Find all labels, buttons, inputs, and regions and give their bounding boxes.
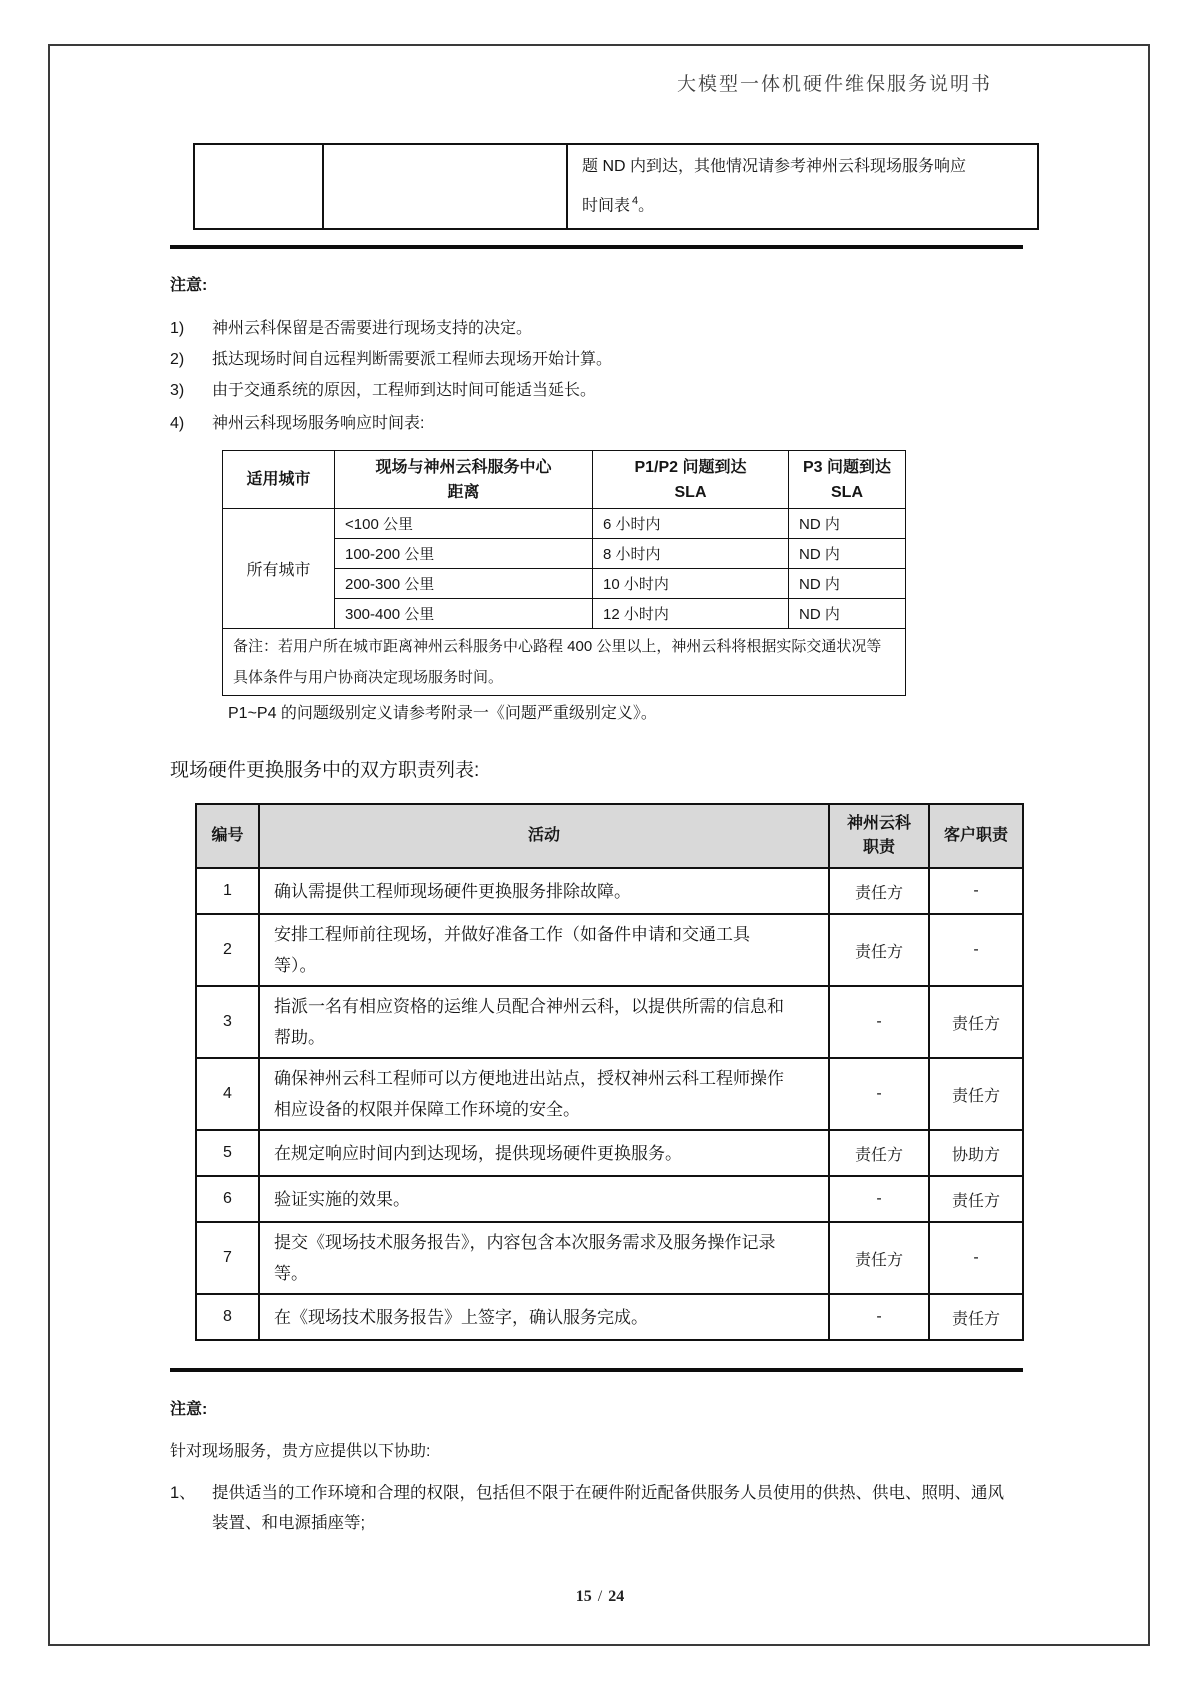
resp-header-no: 编号: [196, 804, 259, 868]
resp-dcits: -: [829, 1176, 929, 1222]
resp-no: 4: [196, 1058, 259, 1130]
resp-activity: 提交《现场技术服务报告》，内容包含本次服务需求及服务操作记录等。: [259, 1222, 829, 1294]
resp-dcits: 责任方: [829, 914, 929, 986]
resp-no: 8: [196, 1294, 259, 1340]
resp-header-dcits-line2: 职责: [862, 839, 895, 856]
resp-dcits: 责任方: [829, 1130, 929, 1176]
sla-city-group: 所有城市: [223, 509, 335, 629]
section-divider-rule: [170, 1368, 1023, 1372]
resp-dcits: 责任方: [829, 868, 929, 914]
sla-header-p3: P3 问题到达 SLA: [789, 451, 906, 509]
current-page-number: 15: [575, 1588, 592, 1605]
sla-header-p1p2-line2: SLA: [674, 483, 707, 501]
continuation-cell-text: [567, 144, 1038, 229]
resp-dcits: 责任方: [829, 1222, 929, 1294]
resp-no: 7: [196, 1222, 259, 1294]
sla-p3: ND 内: [789, 599, 906, 629]
continuation-cell-empty-2: [323, 144, 567, 229]
table-row: [196, 1176, 1023, 1222]
list-item-text: 神州云科保留是否需要进行现场支持的决定。: [212, 320, 533, 337]
table-row: [223, 629, 906, 696]
resp-activity: 在《现场技术服务报告》上签字，确认服务完成。: [259, 1294, 829, 1340]
responsibility-table: [195, 803, 1024, 1341]
resp-customer: 协助方: [929, 1130, 1023, 1176]
resp-activity: 指派一名有相应资格的运维人员配合神州云科，以提供所需的信息和帮助。: [259, 986, 829, 1058]
list-item: [170, 318, 930, 339]
resp-activity: 确认需提供工程师现场硬件更换服务排除故障。: [259, 868, 829, 914]
list-item-text: 由于交通系统的原因，工程师到达时间可能适当延长。: [212, 382, 597, 399]
sla-p3: ND 内: [789, 569, 906, 599]
table-row: [223, 509, 906, 539]
table-row: [194, 144, 1038, 229]
resp-customer: -: [929, 914, 1023, 986]
sla-header-distance-line1: 现场与神州云科服务中心: [375, 458, 552, 476]
responsibility-section-title: 现场硬件更换服务中的双方职责列表:: [170, 760, 480, 781]
table-row: [196, 1058, 1023, 1130]
sla-p3: ND 内: [789, 509, 906, 539]
continuation-cell-empty-1: [194, 144, 323, 229]
notes-top-list: [170, 318, 930, 444]
resp-activity: 在规定响应时间内到达现场，提供现场硬件更换服务。: [259, 1130, 829, 1176]
resp-customer: -: [929, 1222, 1023, 1294]
resp-dcits: -: [829, 1294, 929, 1340]
p1p4-definition-note: P1~P4 的问题级别定义请参考附录一《问题严重级别定义》。: [228, 705, 657, 722]
resp-no: 5: [196, 1130, 259, 1176]
list-item: [170, 380, 930, 401]
resp-activity: 确保神州云科工程师可以方便地进出站点，授权神州云科工程师操作相应设备的权限并保障工作环境的安全。: [259, 1058, 829, 1130]
resp-header-activity: 活动: [259, 804, 829, 868]
sla-header-city: 适用城市: [223, 451, 335, 509]
list-item-text: 提供适当的工作环境和合理的权限，包括但不限于在硬件附近配备供服务人员使用的供热、供电、照明、通风装置、和电源插座等;: [212, 1484, 1004, 1532]
sla-header-p1p2-line1: P1/P2 问题到达: [634, 458, 747, 476]
document-header-title: 大模型一体机硬件维保服务说明书: [676, 74, 992, 95]
notes-bottom-intro: 针对现场服务，贵方应提供以下协助:: [170, 1443, 431, 1460]
table-row: [196, 1222, 1023, 1294]
sla-p1p2: 12 小时内: [593, 599, 789, 629]
table-row: [196, 914, 1023, 986]
table-row: [196, 986, 1023, 1058]
sla-distance: 100-200 公里: [335, 539, 593, 569]
table-header-row: [196, 804, 1023, 868]
resp-dcits: -: [829, 1058, 929, 1130]
resp-no: 2: [196, 914, 259, 986]
continuation-text-line1: 题 ND 内到达，其他情况请参考神州云科现场服务响应: [582, 158, 967, 175]
resp-no: 6: [196, 1176, 259, 1222]
total-page-count: 24: [608, 1588, 625, 1605]
notes-bottom-label: 注意:: [170, 1401, 208, 1418]
resp-header-dcits-line1: 神州云科: [846, 815, 911, 832]
resp-no: 1: [196, 868, 259, 914]
sla-p1p2: 6 小时内: [593, 509, 789, 539]
resp-customer: -: [929, 868, 1023, 914]
continuation-text-line2: 时间表: [582, 197, 631, 215]
resp-customer: 责任方: [929, 986, 1023, 1058]
sla-header-distance: [335, 451, 593, 509]
sla-p1p2: 10 小时内: [593, 569, 789, 599]
resp-header-customer: 客户职责: [929, 804, 1023, 868]
resp-header-dcits: [829, 804, 929, 868]
sla-p1p2: 8 小时内: [593, 539, 789, 569]
list-item-number: 2): [170, 351, 185, 368]
list-item: [170, 349, 930, 370]
sla-p3: ND 内: [789, 539, 906, 569]
resp-activity: 安排工程师前往现场，并做好准备工作（如备件申请和交通工具等）。: [259, 914, 829, 986]
section-divider-rule: [170, 245, 1023, 249]
resp-customer: 责任方: [929, 1294, 1023, 1340]
list-item: [170, 1478, 1030, 1538]
list-item-number: 4): [170, 415, 185, 432]
notes-top-label: 注意:: [170, 277, 208, 294]
resp-customer: 责任方: [929, 1058, 1023, 1130]
list-item-number: 3): [170, 382, 185, 399]
page-number-separator: /: [597, 1588, 603, 1605]
list-item-text: 神州云科现场服务响应时间表:: [212, 415, 425, 432]
continuation-text-period: 。: [638, 197, 655, 215]
resp-dcits: -: [829, 986, 929, 1058]
list-item-text: 抵达现场时间自远程判断需要派工程师去现场开始计算。: [212, 351, 613, 368]
sla-distance: 200-300 公里: [335, 569, 593, 599]
sla-header-distance-line2: 距离: [447, 483, 480, 501]
sla-distance: 300-400 公里: [335, 599, 593, 629]
table-row: [196, 1130, 1023, 1176]
sla-distance: <100 公里: [335, 509, 593, 539]
page-number-footer: [0, 1588, 1200, 1606]
footnote-superscript: 4: [632, 195, 639, 207]
sla-header-p1p2: [593, 451, 789, 509]
list-item-number: 1): [170, 320, 185, 337]
sla-response-time-table: [222, 450, 906, 696]
continuation-table: [193, 143, 1039, 230]
resp-activity: 验证实施的效果。: [259, 1176, 829, 1222]
resp-customer: 责任方: [929, 1176, 1023, 1222]
resp-no: 3: [196, 986, 259, 1058]
notes-bottom-list: [170, 1478, 1030, 1548]
list-item: [170, 413, 930, 434]
table-row: [196, 868, 1023, 914]
table-row: [196, 1294, 1023, 1340]
table-header-row: [223, 451, 906, 509]
sla-remark: 备注：若用户所在城市距离神州云科服务中心路程 400 公里以上，神州云科将根据实际交通状况等具体条件与用户协商决定现场服务时间。: [223, 629, 906, 696]
list-item-number: 1、: [170, 1484, 196, 1502]
